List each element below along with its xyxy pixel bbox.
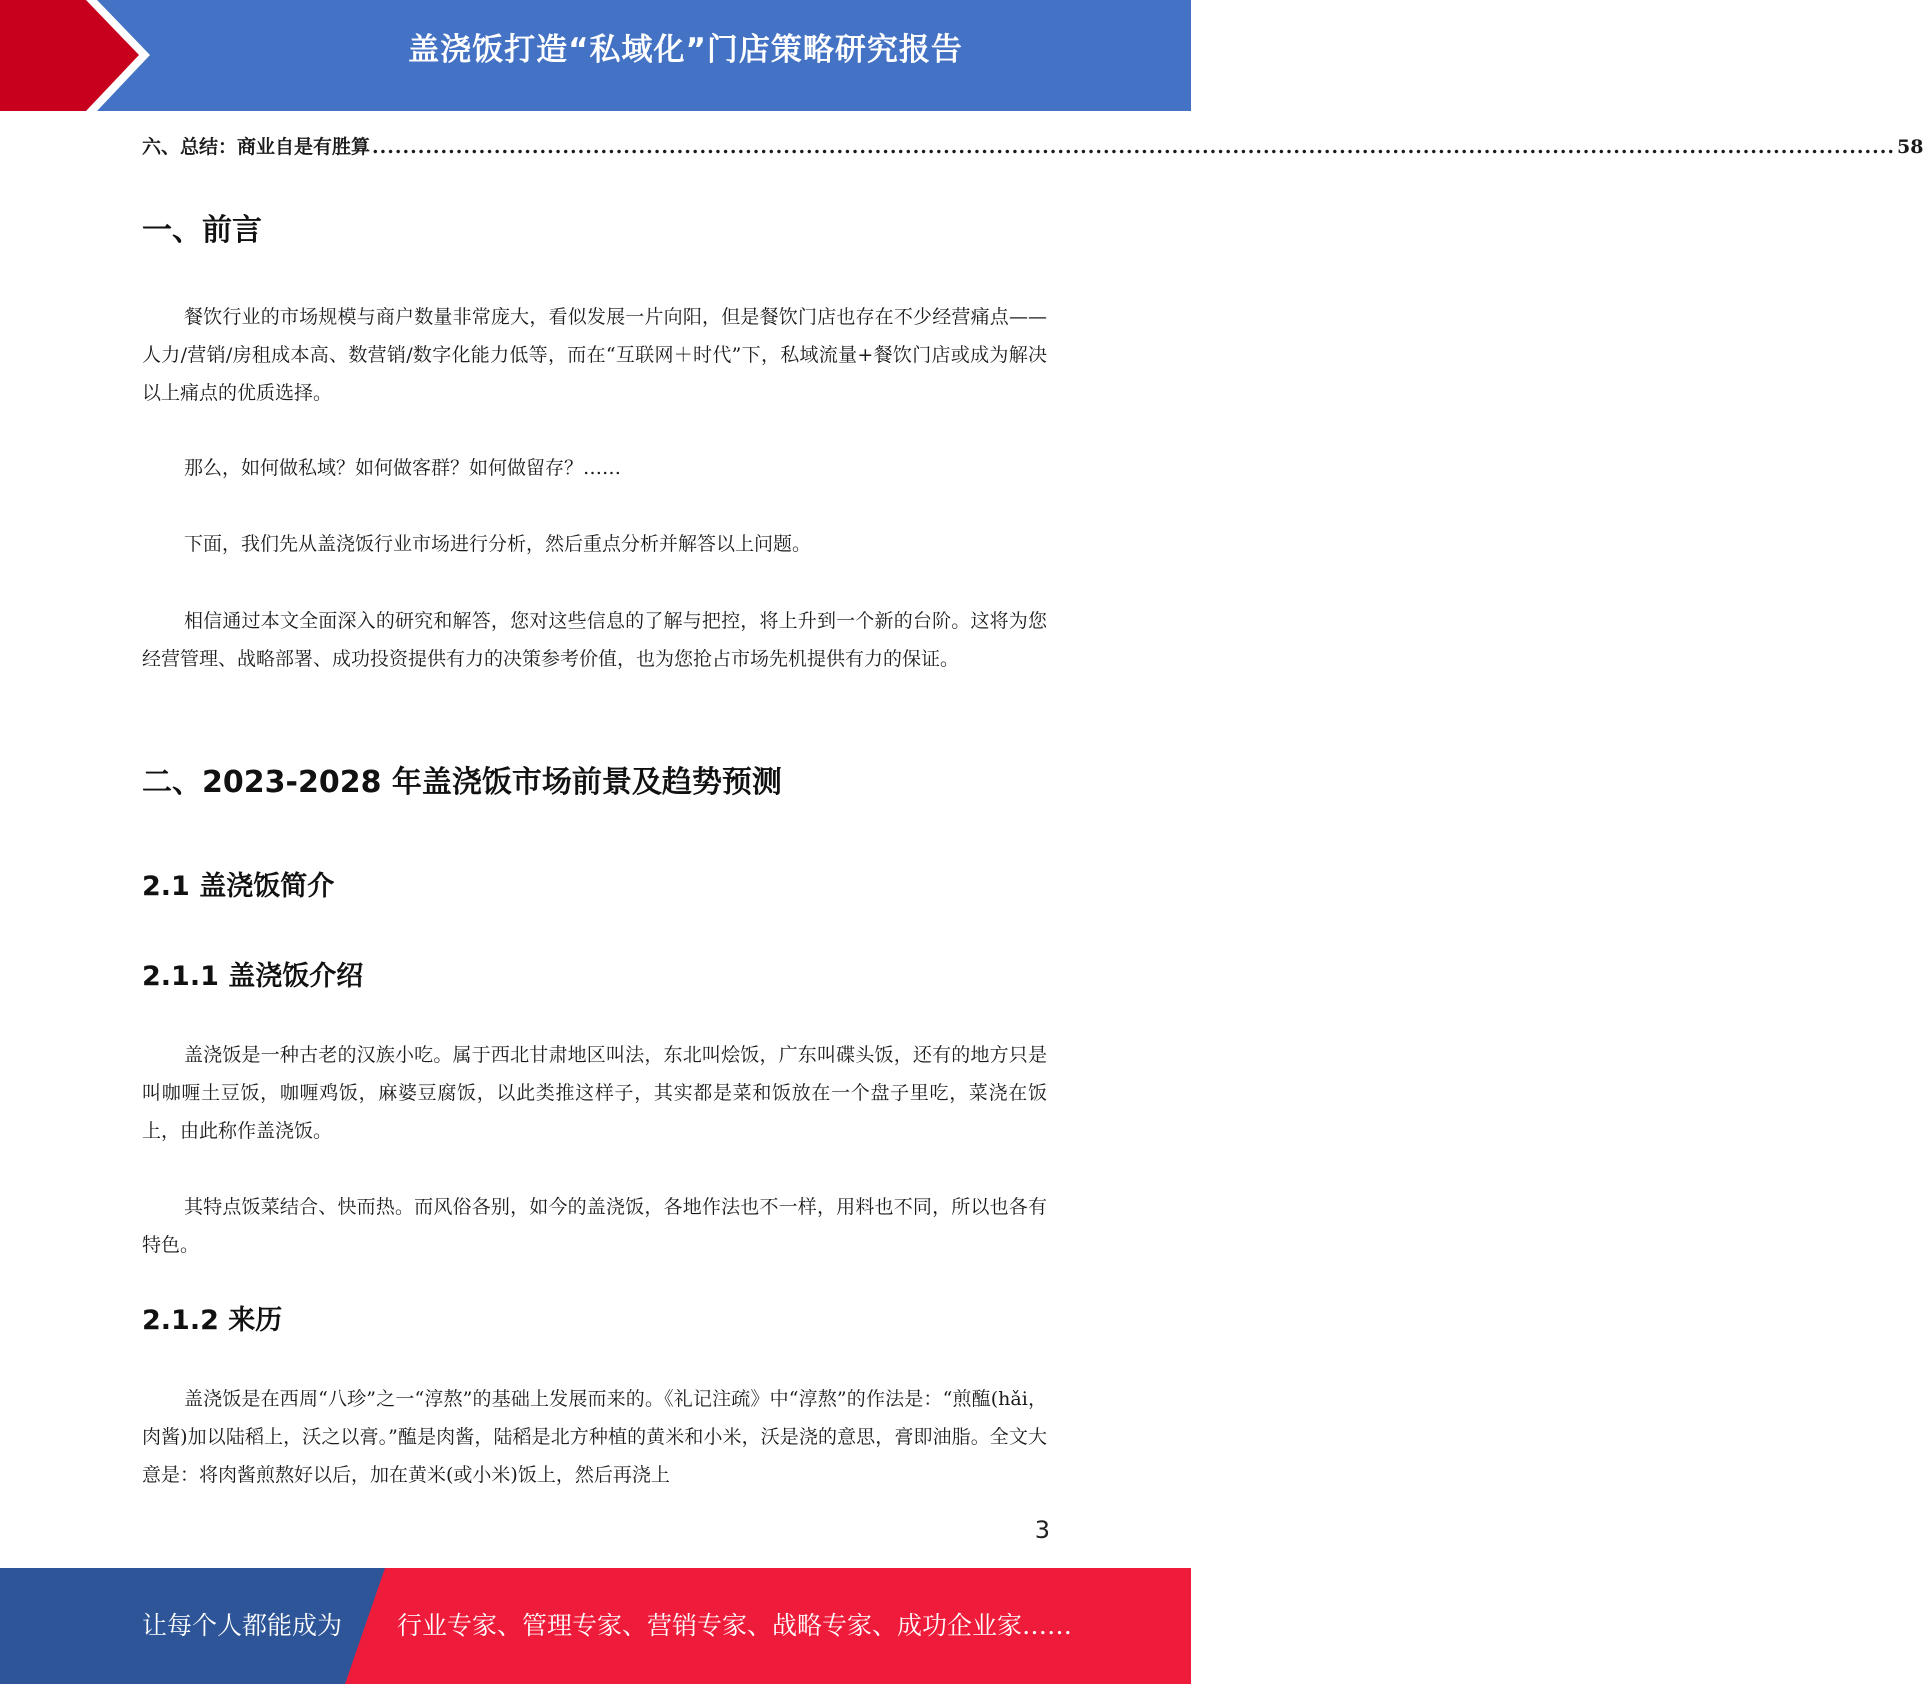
preface-paragraph-1: 餐饮行业的市场规模与商户数量非常庞大，看似发展一片向阳，但是餐饮门店也存在不少经营痛点——人力/营销/房租成本高、数营销/数字化能力低等，而在“互联网＋时代”下，私域流量+餐饮门店或成为解决以上痛点的优质选择。 xyxy=(142,306,1047,404)
preface-paragraph-3: 下面，我们先从盖浇饭行业市场进行分析，然后重点分析并解答以上问题。 xyxy=(184,533,812,555)
subsection-heading-2-1-2: 2.1.2 来历 xyxy=(142,1305,283,1336)
intro-paragraph-1: 盖浇饭是一种古老的汉族小吃。属于西北甘肃地区叫法，东北叫烩饭，广东叫碟头饭，还有的地方只是叫咖喱土豆饭，咖喱鸡饭，麻婆豆腐饭，以此类推这样子，其实都是菜和饭放在一个盘子里吃，菜浇在饭上，由此称作盖浇饭。 xyxy=(142,1044,1047,1142)
subsection-heading-2-1: 2.1 盖浇饭简介 xyxy=(142,871,335,902)
report-title: 盖浇饭打造“私域化”门店策略研究报告 xyxy=(408,32,963,68)
preface-paragraph-2: 那么，如何做私域？如何做客群？如何做留存？…… xyxy=(184,457,622,479)
intro-paragraph-2: 其特点饭菜结合、快而热。而风俗各别，如今的盖浇饭，各地作法也不一样，用料也不同，所以也各有特色。 xyxy=(142,1196,1047,1256)
toc-entry-title: 六、总结：商业自是有胜算 xyxy=(142,136,371,158)
page-number: 3 xyxy=(1034,1516,1050,1544)
footer-slogan-left: 让每个人都能成为 xyxy=(142,1611,343,1640)
toc-entry-page: 58 xyxy=(1896,136,1923,158)
report-header-band xyxy=(0,0,1191,111)
subsection-heading-2-1-1: 2.1.1 盖浇饭介绍 xyxy=(142,961,364,992)
history-paragraph: 盖浇饭是在西周“八珍”之一“淳熬”的基础上发展而来的。《礼记注疏》中“淳熬”的作法是：“煎醢(hǎi，肉酱)加以陆稻上，沃之以膏。”醢是肉酱，陆稻是北方种植的黄米和小米，沃是浇的意思，膏即油脂。全文大意是：将肉酱煎熬好以后，加在黄米(或小米)饭上，然后再浇上 xyxy=(142,1388,1047,1486)
section-heading-preface: 一、前言 xyxy=(142,213,262,248)
toc-entry[interactable] xyxy=(142,132,1923,162)
preface-paragraph-4: 相信通过本文全面深入的研究和解答，您对这些信息的了解与把控，将上升到一个新的台阶。这将为您经营管理、战略部署、成功投资提供有力的决策参考价值，也为您抢占市场先机提供有力的保证。 xyxy=(142,610,1047,670)
footer-slogan-right: 行业专家、管理专家、营销专家、战略专家、成功企业家…… xyxy=(397,1611,1073,1640)
section-heading-market: 二、2023-2028 年盖浇饭市场前景及趋势预测 xyxy=(142,765,782,800)
report-footer-band xyxy=(0,1568,1191,1684)
chevron-arrow-icon xyxy=(0,0,160,111)
toc-leader-dots: ........................................................................................................................................................................................................ xyxy=(372,136,1895,158)
